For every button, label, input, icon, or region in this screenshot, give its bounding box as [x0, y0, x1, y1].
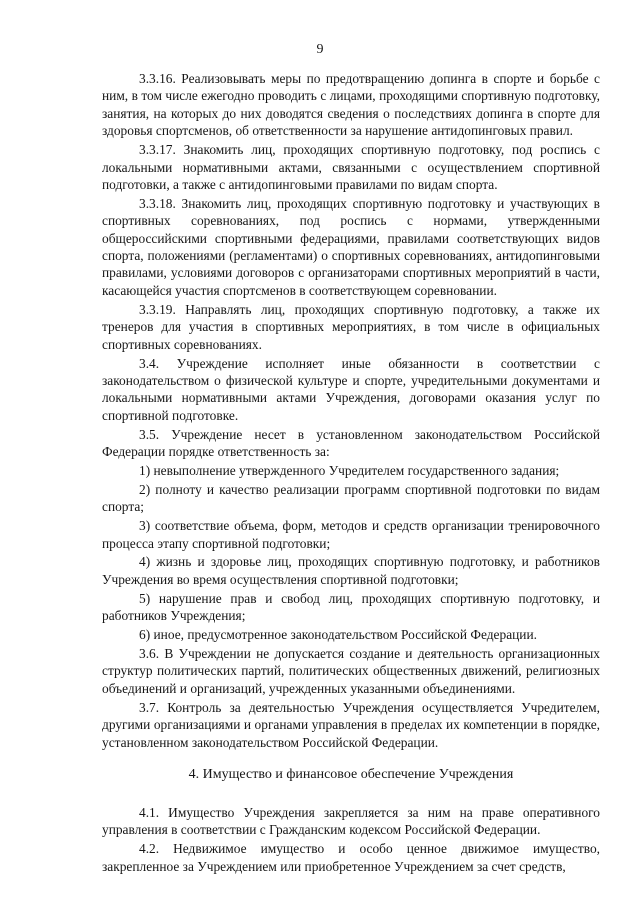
paragraph-3-7: 3.7. Контроль за деятельностью Учреждения осуществляется Учредителем, другими организациями и органами управления в пределах их компетенции в порядке, установленном законодательством Российской Федерации.	[102, 699, 600, 750]
paragraph-3-3-18: 3.3.18. Знакомить лиц, проходящих спортивную подготовку и участвующих в спортивных соревнованиях, под роспись с нормами, утвержденными общероссийскими спортивными федерациями, правилами соответствующих видов спорта, положениями (регламентами) о спортивных соревнованиях, антидопинговыми правилами, условиями договоров с организаторами спортивных мероприятий в части, касающейся участия спортсменов в соответствующем соревновании.	[102, 195, 600, 298]
document-body	[102, 70, 600, 875]
paragraph-3-6: 3.6. В Учреждении не допускается создание и деятельность организационных структур политических партий, политических общественных движений, религиозных объединений и организаций, учрежденных указанными объединениями.	[102, 646, 600, 696]
list-item-6: 6) иное, предусмотренное законодательством Российской Федерации.	[139, 627, 537, 643]
section-heading: 4. Имущество и финансовое обеспечение Учреждения	[188, 766, 514, 782]
list-item-1: 1) невыполнение утвержденного Учредителем государственного задания;	[139, 462, 560, 478]
paragraph-4-2: 4.2. Недвижимое имущество и особо ценное движимое имущество, закрепленное за Учреждением или приобретенное Учреждением за счет средств,	[102, 841, 600, 874]
paragraph-3-3-19: 3.3.19. Направлять лиц, проходящих спортивную подготовку, а также их тренеров для участия в спортивных мероприятиях, в том числе в официальных спортивных соревнованиях.	[102, 301, 600, 352]
paragraph-3-3-17: 3.3.17. Знакомить лиц, проходящих спортивную подготовку, под роспись с локальными нормативными актами, связанными с осуществлением спортивной подготовки, а также с антидопинговыми правилами по видам спорта.	[102, 142, 600, 192]
list-item-4: 4) жизнь и здоровье лиц, проходящих спортивную подготовку, и работников Учреждения во время осуществления спортивной подготовки;	[102, 554, 600, 587]
list-item-5: 5) нарушение прав и свобод лиц, проходящих спортивную подготовку, и работников Учреждения;	[102, 590, 600, 624]
paragraph-4-1: 4.1. Имущество Учреждения закрепляется за ним на праве оперативного управления в соответствии с Гражданским кодексом Российской Федерации.	[102, 804, 600, 838]
page-number: 9	[316, 42, 324, 57]
list-item-2: 2) полноту и качество реализации программ спортивной подготовки по видам спорта;	[102, 481, 600, 515]
paragraph-3-4: 3.4. Учреждение исполняет иные обязанности в соответствии с законодательством о физической культуре и спорте, учредительными документами и локальными нормативными актами Учреждения, договорами оказания услуг по спортивной подготовке.	[102, 355, 600, 423]
list-item-3: 3) соответствие объема, форм, методов и средств организации тренировочного процесса этапу спортивной подготовки;	[102, 518, 600, 551]
paragraph-3-3-16: 3.3.16. Реализовывать меры по предотвращению допинга в спорте и борьбе с ним, в том числе ежегодно проводить с лицами, проходящими спортивную подготовку, занятия, на которых до них доводятся сведения о последствиях допинга в спорте для здоровья спортсменов, об ответственности за нарушение антидопинговых правил.	[102, 71, 600, 139]
paragraph-3-5: 3.5. Учреждение несет в установленном законодательством Российской Федерации порядке ответственность за:	[102, 426, 600, 460]
